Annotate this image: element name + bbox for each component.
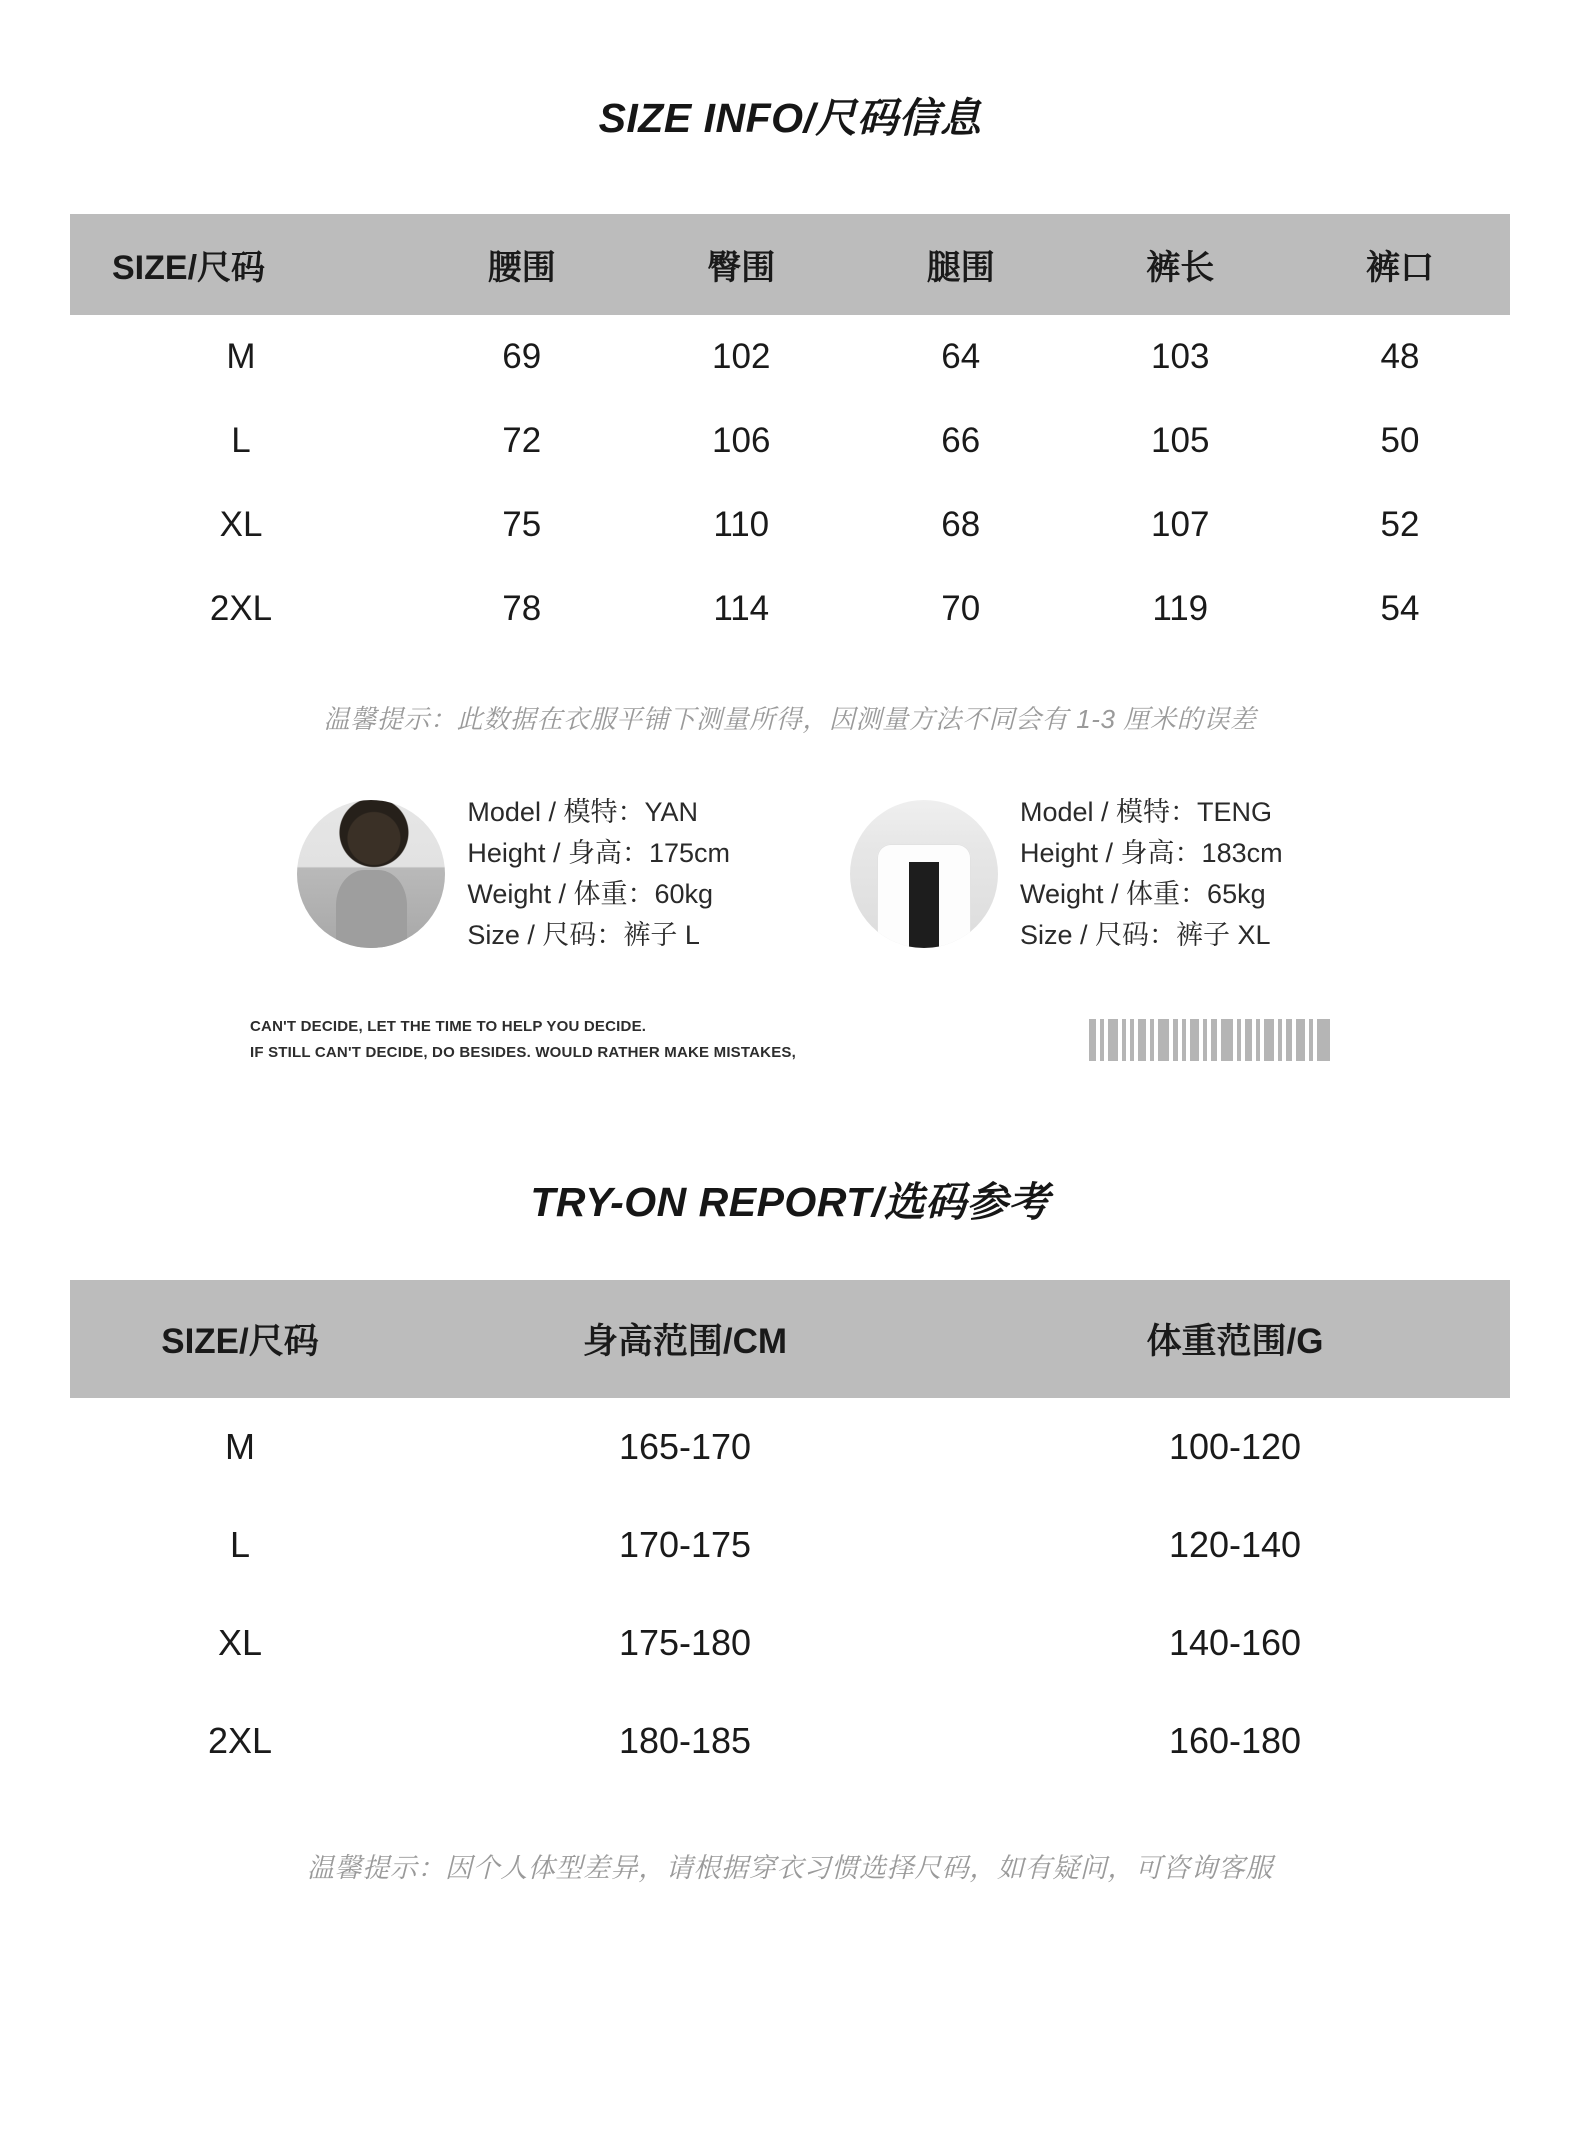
- try-on-table-body: [70, 1398, 1510, 1790]
- cell-length: 103: [1151, 337, 1210, 376]
- column-header-waist: 腰围: [412, 214, 632, 315]
- column-header-height-range: 身高范围/CM: [410, 1280, 960, 1398]
- column-header-size: SIZE/尺码: [70, 1280, 410, 1398]
- cell-hem: 54: [1380, 589, 1420, 628]
- cell-size: XL: [219, 505, 263, 544]
- model-weight-yan: Weight / 体重：60kg: [467, 879, 714, 910]
- cell-length: 119: [1152, 589, 1209, 628]
- size-info-note: 温馨提示：此数据在衣服平铺下测量所得，因测量方法不同会有 1-3 厘米的误差: [323, 704, 1257, 734]
- cell-hip: 102: [712, 337, 771, 376]
- slogan-barcode-row: [250, 1014, 1330, 1067]
- slogan-text: [250, 1014, 796, 1067]
- table-row: [70, 483, 1510, 567]
- model-height-yan: Height / 身高：175cm: [467, 838, 730, 869]
- table-row: [70, 1594, 1510, 1692]
- cell-waist: 75: [502, 505, 542, 544]
- model-weight-teng: Weight / 体重：65kg: [1020, 879, 1266, 910]
- cell-hip: 106: [712, 421, 771, 460]
- size-info-table: [70, 214, 1510, 651]
- model-name-yan: Model / 模特：YAN: [467, 797, 698, 827]
- column-header-hem: 裤口: [1290, 214, 1510, 315]
- column-header-thigh: 腿围: [851, 214, 1071, 315]
- cell-size: XL: [217, 1621, 263, 1663]
- try-on-note: 温馨提示：因个人体型差异，请根据穿衣习惯选择尺码，如有疑问，可咨询客服: [307, 1852, 1273, 1883]
- section-spacer: [0, 1067, 1580, 1129]
- cell-weight-range: 140-160: [1168, 1621, 1302, 1663]
- cell-hem: 48: [1380, 337, 1420, 376]
- try-on-report-title: TRY-ON REPORT/选码参考: [530, 1178, 1050, 1225]
- cell-thigh: 64: [941, 337, 981, 376]
- cell-waist: 69: [502, 337, 542, 376]
- table-row: [70, 1692, 1510, 1790]
- cell-size: M: [225, 1425, 255, 1467]
- cell-size: 2XL: [209, 589, 273, 628]
- model-reference-group: [0, 792, 1580, 956]
- model-photo-teng: [850, 800, 998, 948]
- column-header-hip: 臀围: [632, 214, 852, 315]
- column-header-weight-range: 体重范围/G: [960, 1280, 1510, 1398]
- cell-thigh: 68: [941, 505, 981, 544]
- table-row: [70, 567, 1510, 651]
- cell-length: 105: [1151, 421, 1210, 460]
- table-row: [70, 315, 1510, 399]
- model-height-teng: Height / 身高：183cm: [1020, 838, 1283, 869]
- cell-weight-range: 120-140: [1168, 1523, 1302, 1565]
- cell-hem: 52: [1380, 505, 1420, 544]
- column-header-size: SIZE/尺码: [70, 214, 412, 315]
- cell-thigh: 66: [941, 421, 981, 460]
- cell-size: M: [226, 337, 256, 376]
- model-card-teng: [850, 792, 1283, 956]
- table-row: [70, 1398, 1510, 1496]
- model-card-yan: [297, 792, 730, 956]
- cell-hip: 114: [713, 589, 770, 628]
- try-on-table-head: [70, 1280, 1510, 1398]
- cell-weight-range: 100-120: [1168, 1425, 1302, 1467]
- size-info-table-body: [70, 315, 1510, 651]
- model-info-yan: [467, 792, 730, 956]
- column-header-length: 裤长: [1071, 214, 1291, 315]
- table-header-row: [70, 214, 1510, 315]
- table-header-row: [70, 1280, 1510, 1398]
- model-info-teng: [1020, 792, 1283, 956]
- barcode-graphic: [1089, 1019, 1330, 1061]
- slogan-line-2: IF STILL CAN'T DECIDE, DO BESIDES. WOULD RATHER MAKE MISTAKES,: [250, 1044, 796, 1062]
- model-photo-yan: [297, 800, 445, 948]
- try-on-table-wrap: [70, 1280, 1510, 1790]
- cell-hem: 50: [1380, 421, 1420, 460]
- cell-size: 2XL: [207, 1719, 273, 1761]
- cell-thigh: 70: [941, 589, 981, 628]
- size-info-table-wrap: [70, 214, 1510, 651]
- cell-size: L: [231, 421, 251, 460]
- cell-weight-range: 160-180: [1168, 1719, 1302, 1761]
- model-name-teng: Model / 模特：TENG: [1020, 797, 1273, 827]
- cell-size: L: [229, 1523, 251, 1565]
- cell-height-range: 165-170: [618, 1425, 752, 1467]
- size-info-table-head: [70, 214, 1510, 315]
- cell-height-range: 175-180: [618, 1621, 752, 1663]
- slogan-line-1: CAN'T DECIDE, LET THE TIME TO HELP YOU DECIDE.: [250, 1018, 647, 1036]
- size-info-title: SIZE INFO/尺码信息: [598, 95, 982, 141]
- cell-waist: 72: [502, 421, 542, 460]
- cell-height-range: 180-185: [618, 1719, 752, 1761]
- cell-waist: 78: [502, 589, 542, 628]
- table-row: [70, 399, 1510, 483]
- table-row: [70, 1496, 1510, 1594]
- cell-hip: 110: [713, 505, 770, 544]
- cell-height-range: 170-175: [618, 1523, 752, 1565]
- model-size-teng: Size / 尺码：裤子 XL: [1020, 920, 1271, 951]
- cell-length: 107: [1151, 505, 1210, 544]
- try-on-table: [70, 1280, 1510, 1790]
- model-size-yan: Size / 尺码：裤子 L: [467, 920, 700, 951]
